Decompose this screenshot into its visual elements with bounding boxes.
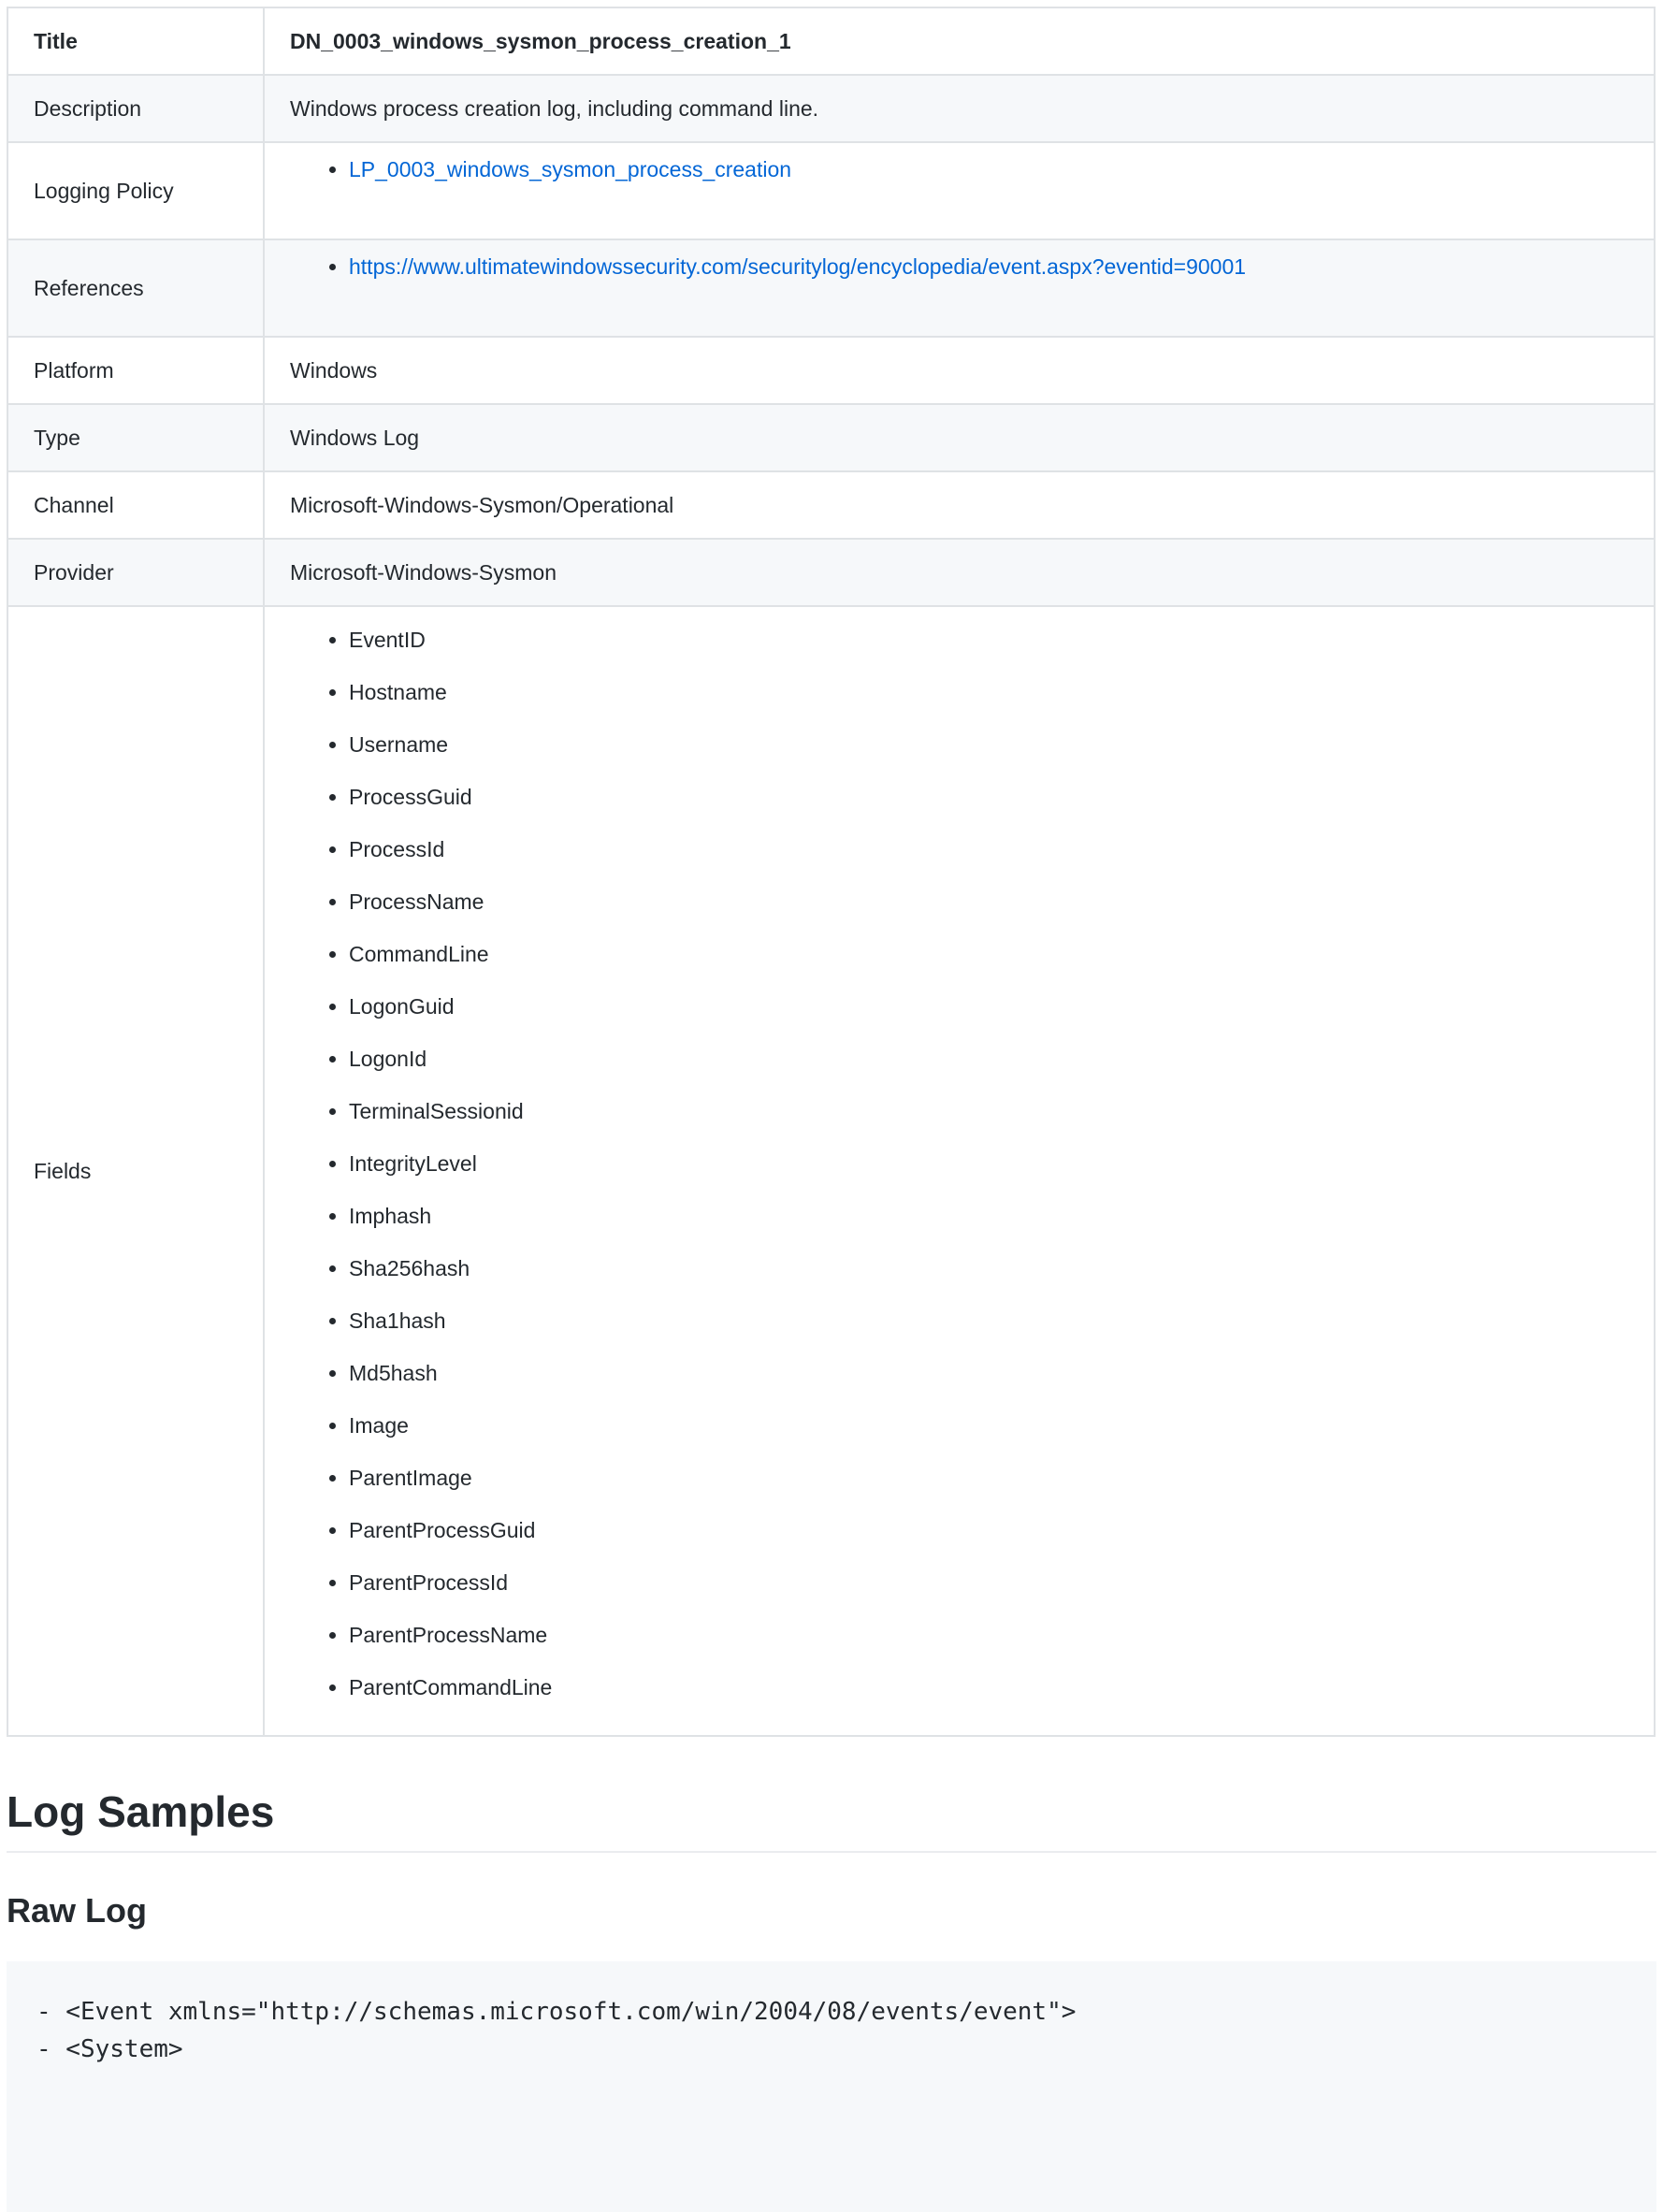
row-provider <box>7 539 1655 606</box>
key-fields: Fields <box>7 606 264 1736</box>
raw-log-heading: Raw Log <box>7 1891 147 1930</box>
key-platform: Platform <box>7 337 264 404</box>
field-item: • Sha1hash <box>349 1305 1628 1337</box>
value-title: DN_0003_windows_sysmon_process_creation_1 <box>264 7 1655 75</box>
field-item: • LogonGuid <box>349 990 1628 1022</box>
fields-list <box>290 607 1628 1735</box>
field-item: • LogonId <box>349 1043 1628 1075</box>
field-item: • IntegrityLevel <box>349 1148 1628 1179</box>
value-type: Windows Log <box>264 404 1655 471</box>
row-title <box>7 7 1655 75</box>
field-item: • CommandLine <box>349 938 1628 970</box>
field-item: • Sha256hash <box>349 1252 1628 1284</box>
list-item <box>349 153 1628 185</box>
code-line: - <Event xmlns="http://schemas.microsoft.com/win/2004/08/events/event"> <box>36 1998 1077 2026</box>
key-title: Title <box>7 7 264 75</box>
row-logging-policy <box>7 142 1655 239</box>
row-platform <box>7 337 1655 404</box>
row-type <box>7 404 1655 471</box>
code-line: - <System> <box>36 2035 183 2063</box>
field-item: • Username <box>349 729 1628 760</box>
key-channel: Channel <box>7 471 264 539</box>
row-references <box>7 239 1655 337</box>
data-source-table <box>7 7 1656 1737</box>
raw-log-code-block <box>7 1961 1656 2212</box>
field-item: • ParentCommandLine <box>349 1671 1628 1703</box>
key-description: Description <box>7 75 264 142</box>
field-item: • EventID <box>349 624 1628 656</box>
value-platform: Windows <box>264 337 1655 404</box>
key-type: Type <box>7 404 264 471</box>
field-item: • TerminalSessionid <box>349 1095 1628 1127</box>
field-item: • ParentProcessGuid <box>349 1514 1628 1546</box>
log-samples-heading: Log Samples <box>7 1786 1656 1853</box>
value-channel: Microsoft-Windows-Sysmon/Operational <box>264 471 1655 539</box>
row-description <box>7 75 1655 142</box>
key-logging-policy: Logging Policy <box>7 142 264 239</box>
field-item: • Imphash <box>349 1200 1628 1232</box>
key-references: References <box>7 239 264 337</box>
row-channel <box>7 471 1655 539</box>
value-description: Windows process creation log, including command line. <box>264 75 1655 142</box>
field-item: • ProcessName <box>349 886 1628 918</box>
field-item: • ParentProcessName <box>349 1619 1628 1651</box>
field-item: • Hostname <box>349 676 1628 708</box>
field-item: • ProcessGuid <box>349 781 1628 813</box>
field-item: • ParentImage <box>349 1462 1628 1494</box>
reference-link[interactable]: https://www.ultimatewindowssecurity.com/securitylog/encyclopedia/event.aspx?eventid=90001 <box>349 254 1247 279</box>
value-provider: Microsoft-Windows-Sysmon <box>264 539 1655 606</box>
logging-policy-link[interactable]: LP_0003_windows_sysmon_process_creation <box>349 157 792 181</box>
field-item: • ProcessId <box>349 833 1628 865</box>
field-item: • Md5hash <box>349 1357 1628 1389</box>
list-item <box>349 251 1628 282</box>
field-item: • ParentProcessId <box>349 1567 1628 1598</box>
row-fields <box>7 606 1655 1736</box>
field-item: • Image <box>349 1410 1628 1441</box>
key-provider: Provider <box>7 539 264 606</box>
